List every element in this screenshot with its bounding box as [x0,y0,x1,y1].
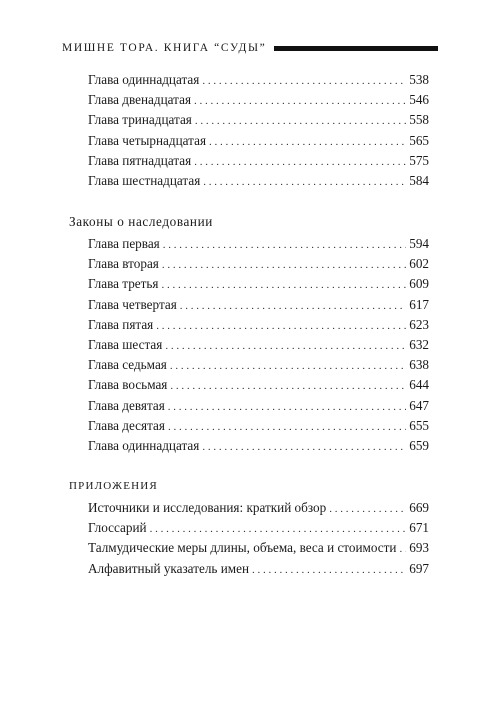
dot-leader [194,91,406,111]
toc-entry[interactable] [88,538,429,558]
running-header [62,38,438,58]
toc-entry-title: Глава вторая [88,256,159,272]
toc-entry-page: 575 [409,152,429,168]
toc-entry[interactable] [88,274,429,294]
toc-entry-page: 669 [409,500,429,515]
toc-entry-title: Глава десятая [88,417,165,433]
toc-entry-page: 558 [409,112,429,128]
toc-entry[interactable] [88,559,429,579]
toc-entry-page: 697 [409,560,429,576]
toc-entry[interactable] [88,295,429,315]
toc-entry[interactable] [88,396,429,416]
toc-entry-page: 644 [409,377,429,393]
toc-entry-page: 546 [409,92,429,108]
dot-leader [170,376,406,396]
dot-leader [329,499,406,519]
dot-leader [195,111,406,131]
dot-leader [168,417,406,437]
toc-entry-page: 602 [409,256,429,272]
toc-entry-title: Глава пятнадцатая [88,152,192,168]
dot-leader [162,255,406,275]
toc-entry-page: 565 [409,132,429,148]
dot-leader [161,275,406,295]
dot-leader [399,539,406,559]
section-heading-appendices: ПРИЛОЖЕНИЯ [69,480,158,492]
toc-entry-title: Талмудические меры длины, объема, веса и стоимости [88,540,397,556]
toc-entry-title: Глава седьмая [88,357,167,373]
toc-entry[interactable] [88,335,429,355]
toc-entry[interactable] [88,151,429,171]
toc-entry-page: 647 [409,397,429,413]
dot-leader [165,336,406,356]
section-heading-inheritance: Законы о наследовании [69,214,213,229]
header-rule [274,46,438,51]
dot-leader [202,437,406,457]
dot-leader [252,560,406,580]
toc-entry-title: Глава одиннадцатая [88,72,200,87]
toc-entry-title: Алфавитный указатель имен [88,560,250,576]
toc-entry-title: Глава девятая [88,397,165,413]
toc-entry[interactable] [88,498,429,518]
toc-entry[interactable] [88,375,429,395]
dot-leader [180,296,406,316]
toc-entry-page: 594 [409,236,429,251]
toc-entry[interactable] [88,110,429,130]
dot-leader [203,172,406,192]
toc-entry-title: Глава четырнадцатая [88,132,207,148]
toc-entry[interactable] [88,416,429,436]
toc-group-appendices [88,498,429,579]
toc-group-inheritance [88,234,429,456]
toc-entry-page: 623 [409,316,429,332]
toc-entry-title: Глава двенадцатая [88,92,192,108]
dot-leader [170,356,406,376]
toc-entry[interactable] [88,254,429,274]
toc-entry[interactable] [88,234,429,254]
toc-entry-title: Глава шестнадцатая [88,172,201,188]
toc-entry-page: 671 [409,520,429,536]
toc-entry-title: Глава третья [88,276,159,292]
toc-entry-title: Глава четвертая [88,296,177,312]
dot-leader [156,316,406,336]
toc-entry-title: Источники и исследования: краткий обзор [88,500,327,515]
toc-entry-title: Глава восьмая [88,377,168,393]
toc-entry-title: Глава первая [88,236,160,251]
toc-entry[interactable] [88,518,429,538]
dot-leader [168,397,406,417]
toc-entry-title: Глава пятая [88,316,154,332]
toc-entry[interactable] [88,171,429,191]
dot-leader [194,152,406,172]
toc-entry-page: 609 [409,276,429,292]
running-header-title: МИШНЕ ТОРА. КНИГА “СУДЫ” [62,42,267,54]
toc-entry-page: 659 [409,437,429,453]
dot-leader [163,235,406,255]
toc-entry-title: Глоссарий [88,520,147,536]
toc-entry-page: 584 [409,172,429,188]
dot-leader [209,132,406,152]
toc-entry-title: Глава одиннадцатая [88,437,200,453]
toc-entry[interactable] [88,436,429,456]
toc-entry[interactable] [88,355,429,375]
toc-entry[interactable] [88,131,429,151]
toc-entry[interactable] [88,90,429,110]
dot-leader [202,71,406,91]
toc-entry[interactable] [88,70,429,90]
toc-group-chapters [88,70,429,191]
toc-entry-title: Глава шестая [88,336,163,352]
toc-entry-page: 538 [409,72,429,87]
toc-entry[interactable] [88,315,429,335]
toc-entry-page: 638 [409,357,429,373]
dot-leader [150,519,407,539]
toc-entry-page: 693 [409,540,429,556]
toc-entry-page: 632 [409,336,429,352]
toc-entry-page: 617 [409,296,429,312]
toc-entry-title: Глава тринадцатая [88,112,192,128]
toc-entry-page: 655 [409,417,429,433]
